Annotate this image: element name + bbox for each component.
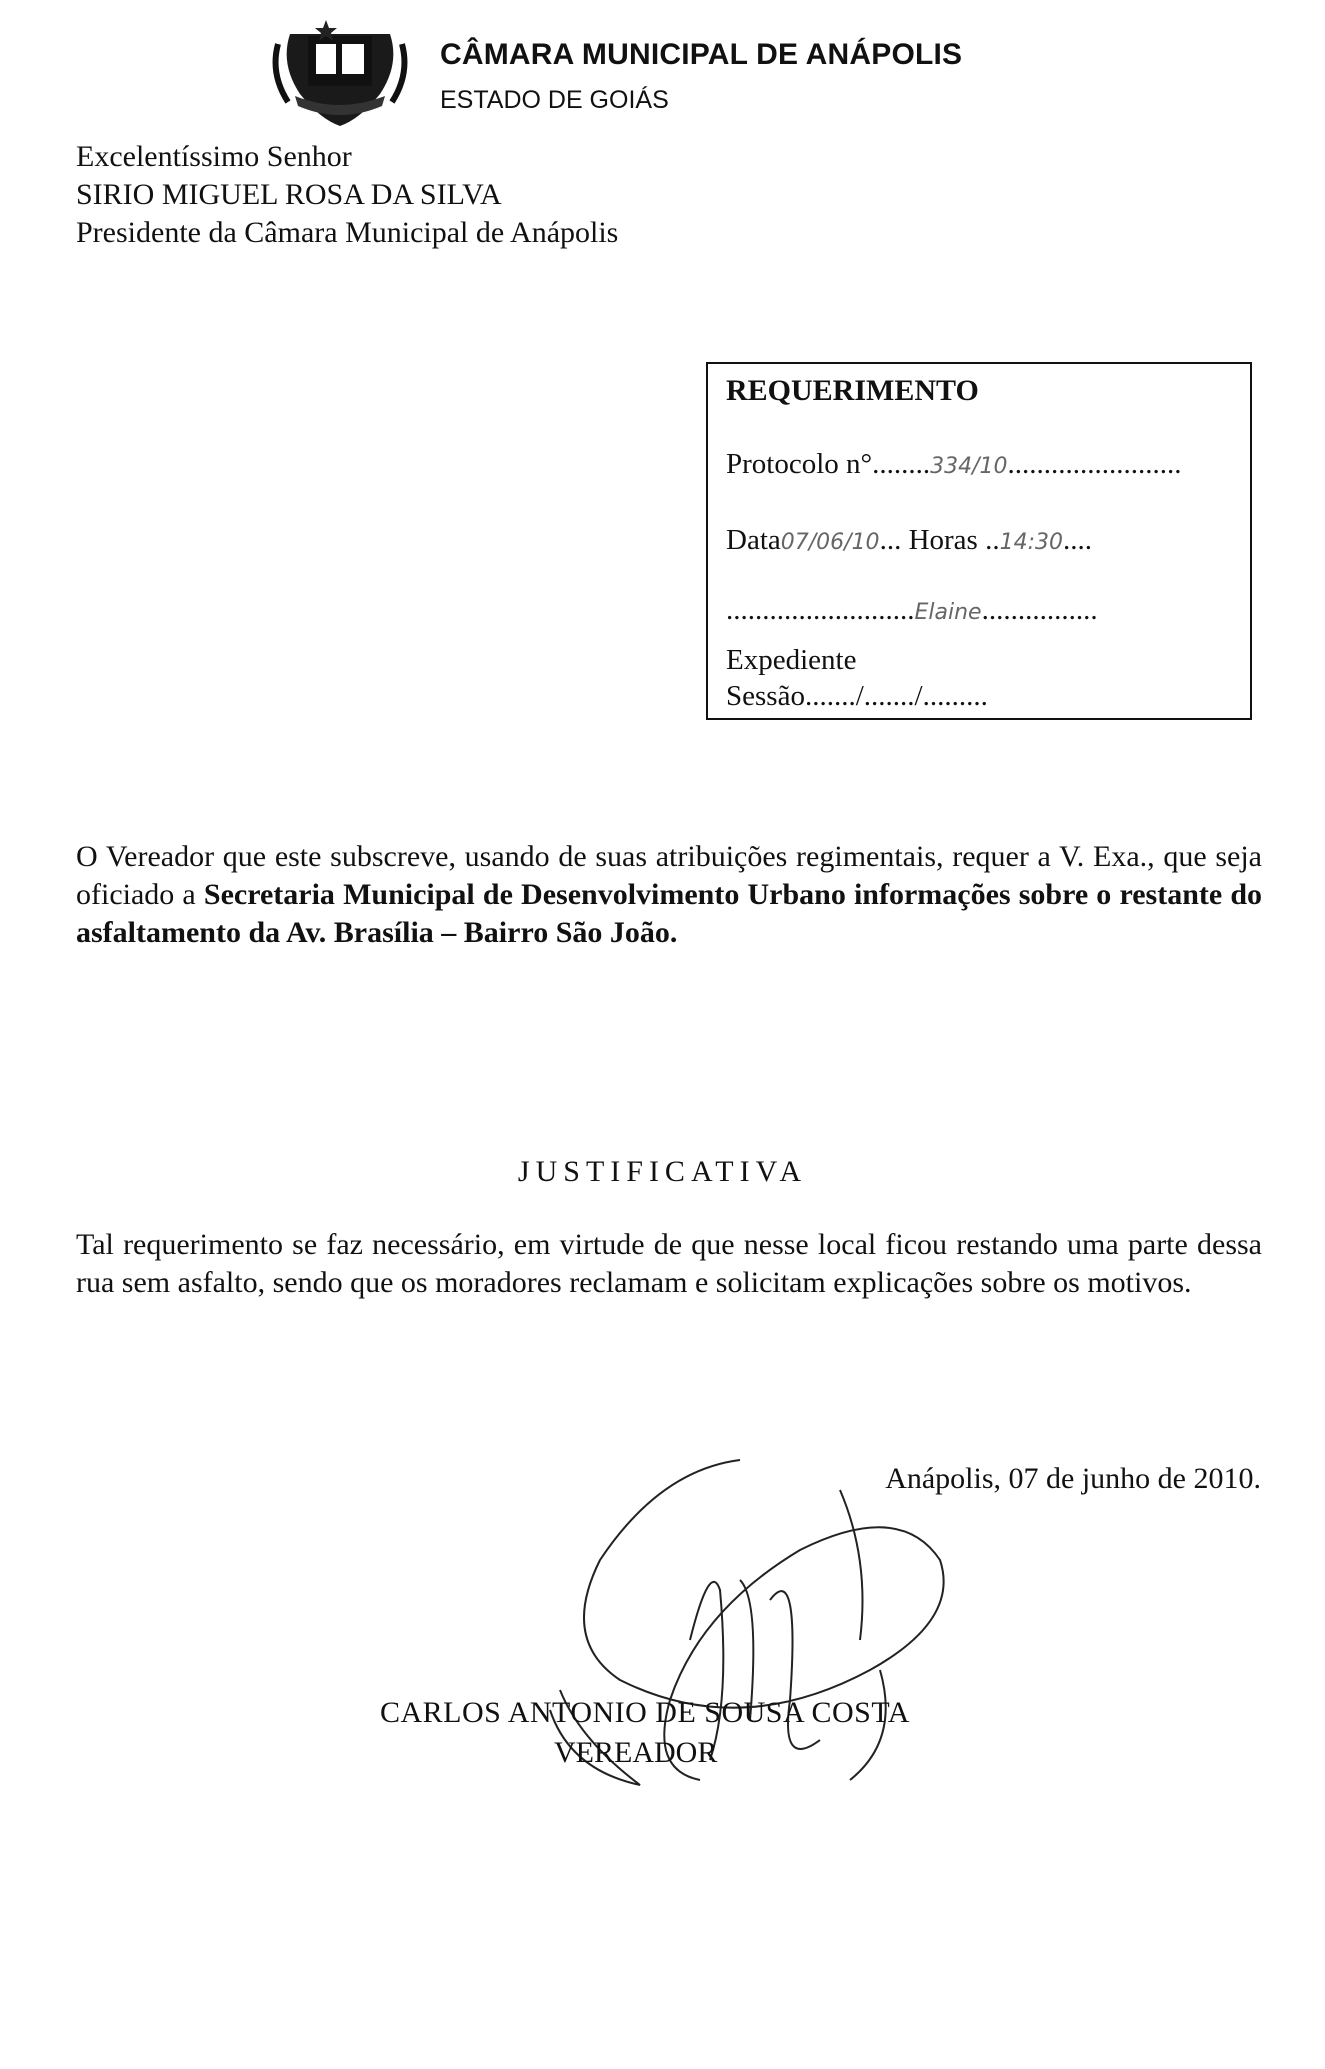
- protocol-stamp-box: [706, 362, 1252, 720]
- request-paragraph: [76, 838, 1262, 952]
- receiver-signature: Elaine: [914, 600, 982, 625]
- protocolo-value: 334/10: [930, 454, 1008, 479]
- horas-value: 14:30: [999, 530, 1063, 555]
- signer-role: VEREADOR: [554, 1736, 718, 1769]
- addressee-name: SIRIO MIGUEL ROSA DA SILVA: [76, 178, 502, 211]
- request-text: O Vereador que este subscreve, usando de suas atribuições regimentais, requer a V. Exa., que seja oficiado a: [76, 840, 1262, 911]
- justification-title: JUSTIFICATIVA: [517, 1155, 808, 1188]
- institution-title: CÂMARA MUNICIPAL DE ANÁPOLIS: [440, 38, 963, 71]
- stamp-title: REQUERIMENTO: [726, 374, 979, 407]
- protocolo-label: Protocolo n°: [726, 448, 873, 480]
- receiver-line: ..........................Elaine................: [726, 594, 1098, 626]
- sessao-label: Sessão: [726, 680, 805, 712]
- data-horas-line: Data07/06/10... Horas ..14:30....: [726, 524, 1092, 556]
- institution-subtitle: ESTADO DE GOIÁS: [440, 86, 669, 114]
- municipal-coat-of-arms-icon: [270, 14, 410, 134]
- signer-name: CARLOS ANTONIO DE SOUSA COSTA: [380, 1696, 910, 1729]
- addressee-position: Presidente da Câmara Municipal de Anápolis: [76, 216, 619, 249]
- place-date: Anápolis, 07 de junho de 2010.: [885, 1462, 1261, 1495]
- request-text-bold: Secretaria Municipal de Desenvolvimento Urbano informações sobre o restante do asfaltamento da Av. Brasília – Bairro São João.: [76, 878, 1263, 949]
- justification-text: Tal requerimento se faz necessário, em virtude de que nesse local ficou restando uma parte dessa rua sem asfalto, sendo que os moradores reclamam e solicitam explicações sobre os motivos.: [76, 1228, 1262, 1299]
- salutation: Excelentíssimo Senhor: [76, 140, 352, 173]
- sessao-line: [726, 680, 988, 713]
- horas-label: Horas: [908, 524, 978, 556]
- data-label: Data: [726, 524, 781, 556]
- expediente-label: Expediente: [726, 644, 857, 676]
- sessao-value: ......./......./.........: [804, 680, 988, 712]
- protocolo-line: Protocolo n°........334/10........................: [726, 448, 1182, 480]
- data-value: 07/06/10: [780, 530, 880, 555]
